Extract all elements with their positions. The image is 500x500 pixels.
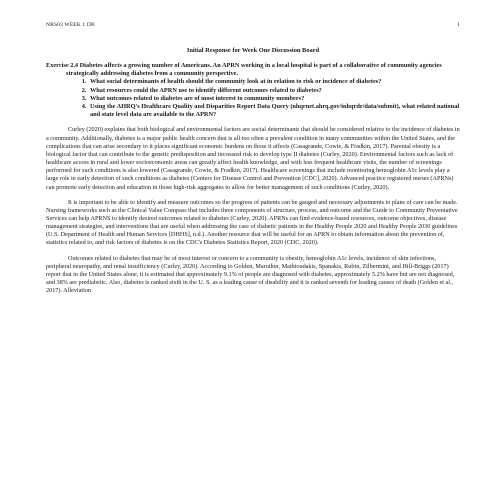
question-list bbox=[46, 78, 460, 119]
running-head bbox=[46, 22, 460, 28]
page-number: 1 bbox=[457, 22, 460, 28]
question-item: 1. What social determinants of health should the community look at in relation to risk or incidence of diabetes? bbox=[88, 78, 460, 86]
body-paragraph: Curley (2020) explains that both biological and environmental factors are social determinants that should be considered relative to the incidence of diabetes in a community. Additionally, diabetes is a major public health concern that is all too often a prevalent condition in many communities within the United States, and the complications that can arise secondary to it places significant economic burdens on those it affects (Casagrande, Cowie, & Fradkin, 2017). Parental obesity is a biological factor that can contribute to the genetic predisposition and increased risk to develop type II diabetes (Curley, 2020). Environmental factors such as lack of healthcare access in rural and lower socioeconomic areas can greatly affect health knowledge, and with less frequent healthcare visits, the number of screenings performed for such conditions is also lowered (Casagrande, Cowie, & Fradkin, 2017). Healthcare screenings that include monitoring hemoglobin A1c levels play a large role in early detection of such conditions as diabetes (Centers for Disease Control and Prevention [CDC], 2020). Advanced practice registered nurses (APRNs) can promote early detection and education in those high-risk aggregates to allow for better management of such conditions (Curley, 2020). bbox=[46, 126, 460, 191]
exercise-prompt bbox=[46, 62, 460, 119]
body-paragraph: It is important to be able to identify and measure outcomes so the progress of patients can be gauged and necessary adjustments to plans of care can be made. Nursing frameworks such as the Clinical Value Compass that includes three components of structure, process, and outcome and the Guide to Community Preventative Services can help APRNS to identify desired outcomes related to diabetes (Curley, 2020). APRNs can find evidence-based resources, outcome objectives, disease management strategies, and interventions that are useful when addressing the care of diabetic patients in the Healthy People 2020 and Healthy People 2030 guidelines (U.S. Department of Health and Human Services [DHHS], n.d.). Another resource that will be useful for an APRN to obtain information about the prevention of, statistics related to, and risk factors of diabetes is on the CDC's Diabetes Statistics Report, 2020 (CDC, 2020). bbox=[46, 198, 458, 247]
question-item: 4. Using the AHRQ's Healthcare Quality and Disparities Report Data Query (nhqrnet.ahrq.gov/inhqrdr/data/submit), what related national and state level data are available to the APRN? bbox=[88, 103, 460, 119]
exercise-prompt-text: Exercise 2.4 Diabetes affects a growing number of Americans. An APRN working in a local hospital is part of a collaborative of community agencies strategically addressing diabetes from a community perspective. bbox=[46, 62, 442, 78]
running-head-title: NRS03 WEEK 1 DB bbox=[46, 22, 95, 28]
question-item: 3. What outcomes related to diabetes are of most interest to community members? bbox=[88, 95, 460, 103]
document-title: Initial Response for Week One Discussion Board bbox=[186, 47, 320, 54]
body-paragraph: Outcomes related to diabetes that may be of most interest or concern to a community is obesity, hemoglobin A1c levels, incidence of skin infections, peripheral neuropathy, and renal insufficiency (Curley, 2020). According to Golden, Maruthur, Mathioudakis, Spanakis, Rubin, Zilbermint, and Hill-Briggs (2017) report that in the United States alone, it is estimated that approximately 9.1% of people are diagnosed with diabetes, approximately 5.2% have but are not diagnosed, and 38% are prediabetic. Also, diabetes is ranked sixth in the U. S. as a leading cause of disability and it is ranked seventh for leading causes of death (Golden et al., 2017). Alleviation bbox=[46, 254, 455, 295]
question-item: 2. What resources could the APRN use to identify different outcomes related to diabetes? bbox=[88, 87, 460, 95]
